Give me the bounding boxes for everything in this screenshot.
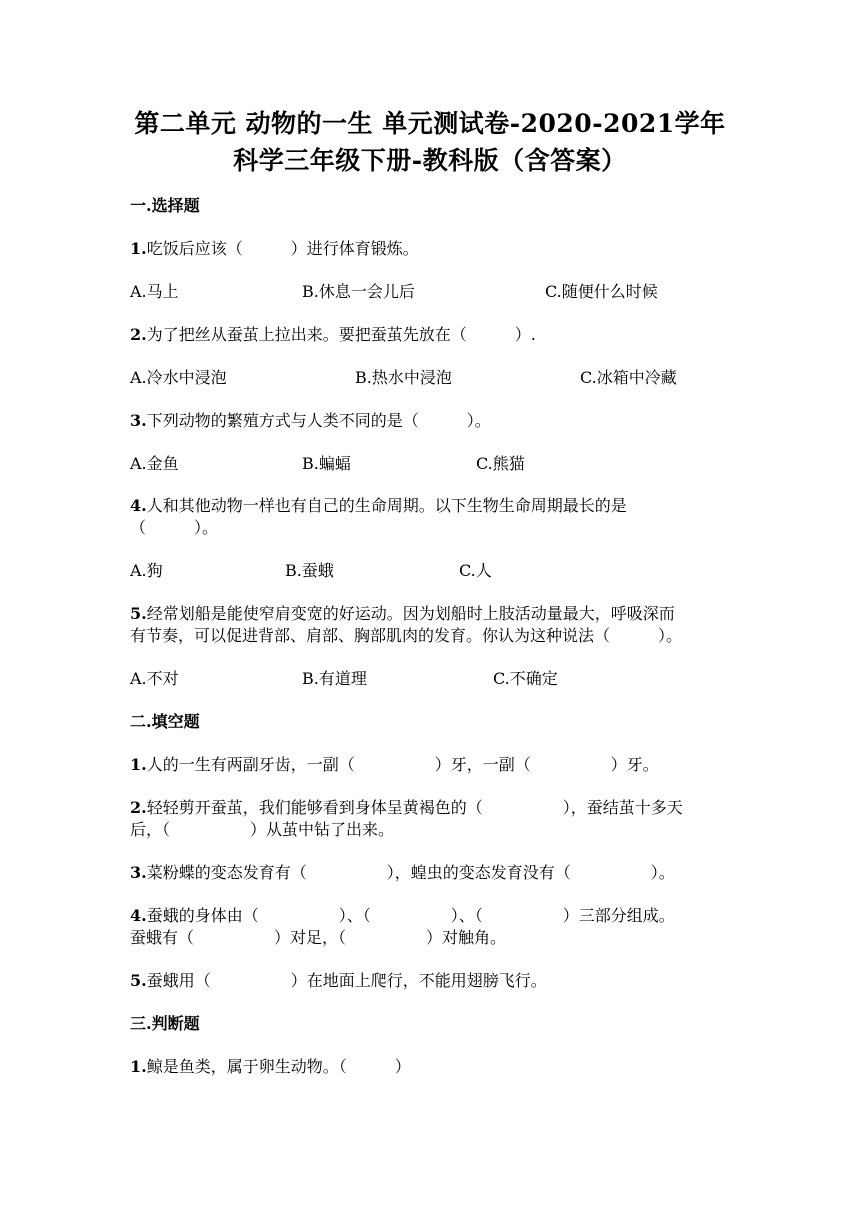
option-b: B.休息一会儿后	[302, 282, 415, 301]
option-c: C.人	[459, 561, 492, 580]
question-stem: 下列动物的繁殖方式与人类不同的是（ ）。	[146, 411, 491, 430]
question-text	[130, 860, 675, 883]
option-c: C.不确定	[493, 669, 558, 688]
option-b: B.蚕蛾	[285, 561, 334, 580]
question-number: 3.	[130, 863, 147, 882]
question-number: 1.	[130, 239, 147, 258]
question-stem: 吃饭后应该（ ）进行体育锻炼。	[146, 239, 419, 258]
question-number: 3.	[130, 411, 147, 430]
question-number: 1.	[130, 1057, 147, 1076]
question-text-continued: 有节奏，可以促进背部、肩部、胸部肌肉的发育。你认为这种说法（ ）。	[130, 626, 683, 645]
question-stem: 菜粉蝶的变态发育有（ ），蝗虫的变态发育没有（ ）。	[146, 863, 675, 882]
question-stem: 经常划船是能使窄肩变宽的好运动。因为划船时上肢活动量最大，呼吸深而	[146, 604, 675, 623]
question-number: 2.	[130, 798, 147, 817]
question-text	[130, 903, 675, 926]
option-b: B.有道理	[302, 669, 367, 688]
question-number: 5.	[130, 971, 147, 990]
question-number: 2.	[130, 325, 147, 344]
option-a: A.马上	[130, 282, 179, 301]
option-c: C.熊猫	[476, 454, 525, 473]
title-line-1: 第二单元 动物的一生 单元测试卷-2020-2021学年	[134, 109, 726, 138]
question-text-continued: 后，（ ）从茧中钻了出来。	[130, 820, 395, 839]
option-a: A.不对	[130, 669, 179, 688]
question-number: 4.	[130, 906, 147, 925]
option-a: A.金鱼	[130, 454, 179, 473]
question-text	[130, 322, 536, 345]
option-b: B.热水中浸泡	[355, 368, 452, 387]
section-heading-judge: 三.判断题	[130, 1014, 200, 1033]
question-number: 4.	[130, 496, 147, 515]
section-heading-fill: 二.填空题	[130, 712, 200, 731]
question-number: 1.	[130, 755, 147, 774]
question-stem: 为了把丝从蚕茧上拉出来。要把蚕茧先放在（ ）.	[146, 325, 536, 344]
question-text	[130, 236, 419, 259]
section-heading-choice: 一.选择题	[130, 196, 200, 215]
option-a: A.冷水中浸泡	[130, 368, 227, 387]
question-stem: 人和其他动物一样也有自己的生命周期。以下生物生命周期最长的是	[146, 496, 627, 515]
question-text-continued: （ ）。	[130, 518, 219, 537]
question-text	[130, 752, 659, 775]
question-number: 5.	[130, 604, 147, 623]
question-stem: 蚕蛾用（ ）在地面上爬行，不能用翅膀飞行。	[146, 971, 547, 990]
question-text	[130, 601, 675, 624]
option-c: C.冰箱中冷藏	[580, 368, 677, 387]
question-text-continued: 蚕蛾有（ ）对足，（ ）对触角。	[130, 928, 507, 947]
question-stem: 鲸是鱼类，属于卵生动物。（ ）	[146, 1057, 411, 1076]
option-b: B.蝙蝠	[302, 454, 351, 473]
question-text	[130, 408, 491, 431]
question-text	[130, 493, 627, 516]
question-text	[130, 1054, 411, 1077]
title-line-2: 科学三年级下册-教科版（含答案）	[233, 146, 627, 175]
option-c: C.随便什么时候	[545, 282, 658, 301]
question-stem: 轻轻剪开蚕茧，我们能够看到身体呈黄褐色的（ ），蚕结茧十多天	[146, 798, 683, 817]
question-text	[130, 968, 547, 991]
option-a: A.狗	[130, 561, 163, 580]
question-text	[130, 795, 683, 818]
question-stem: 人的一生有两副牙齿，一副（ ）牙，一副（ ）牙。	[146, 755, 659, 774]
question-stem: 蚕蛾的身体由（ ）、（ ）、（ ）三部分组成。	[146, 906, 675, 925]
